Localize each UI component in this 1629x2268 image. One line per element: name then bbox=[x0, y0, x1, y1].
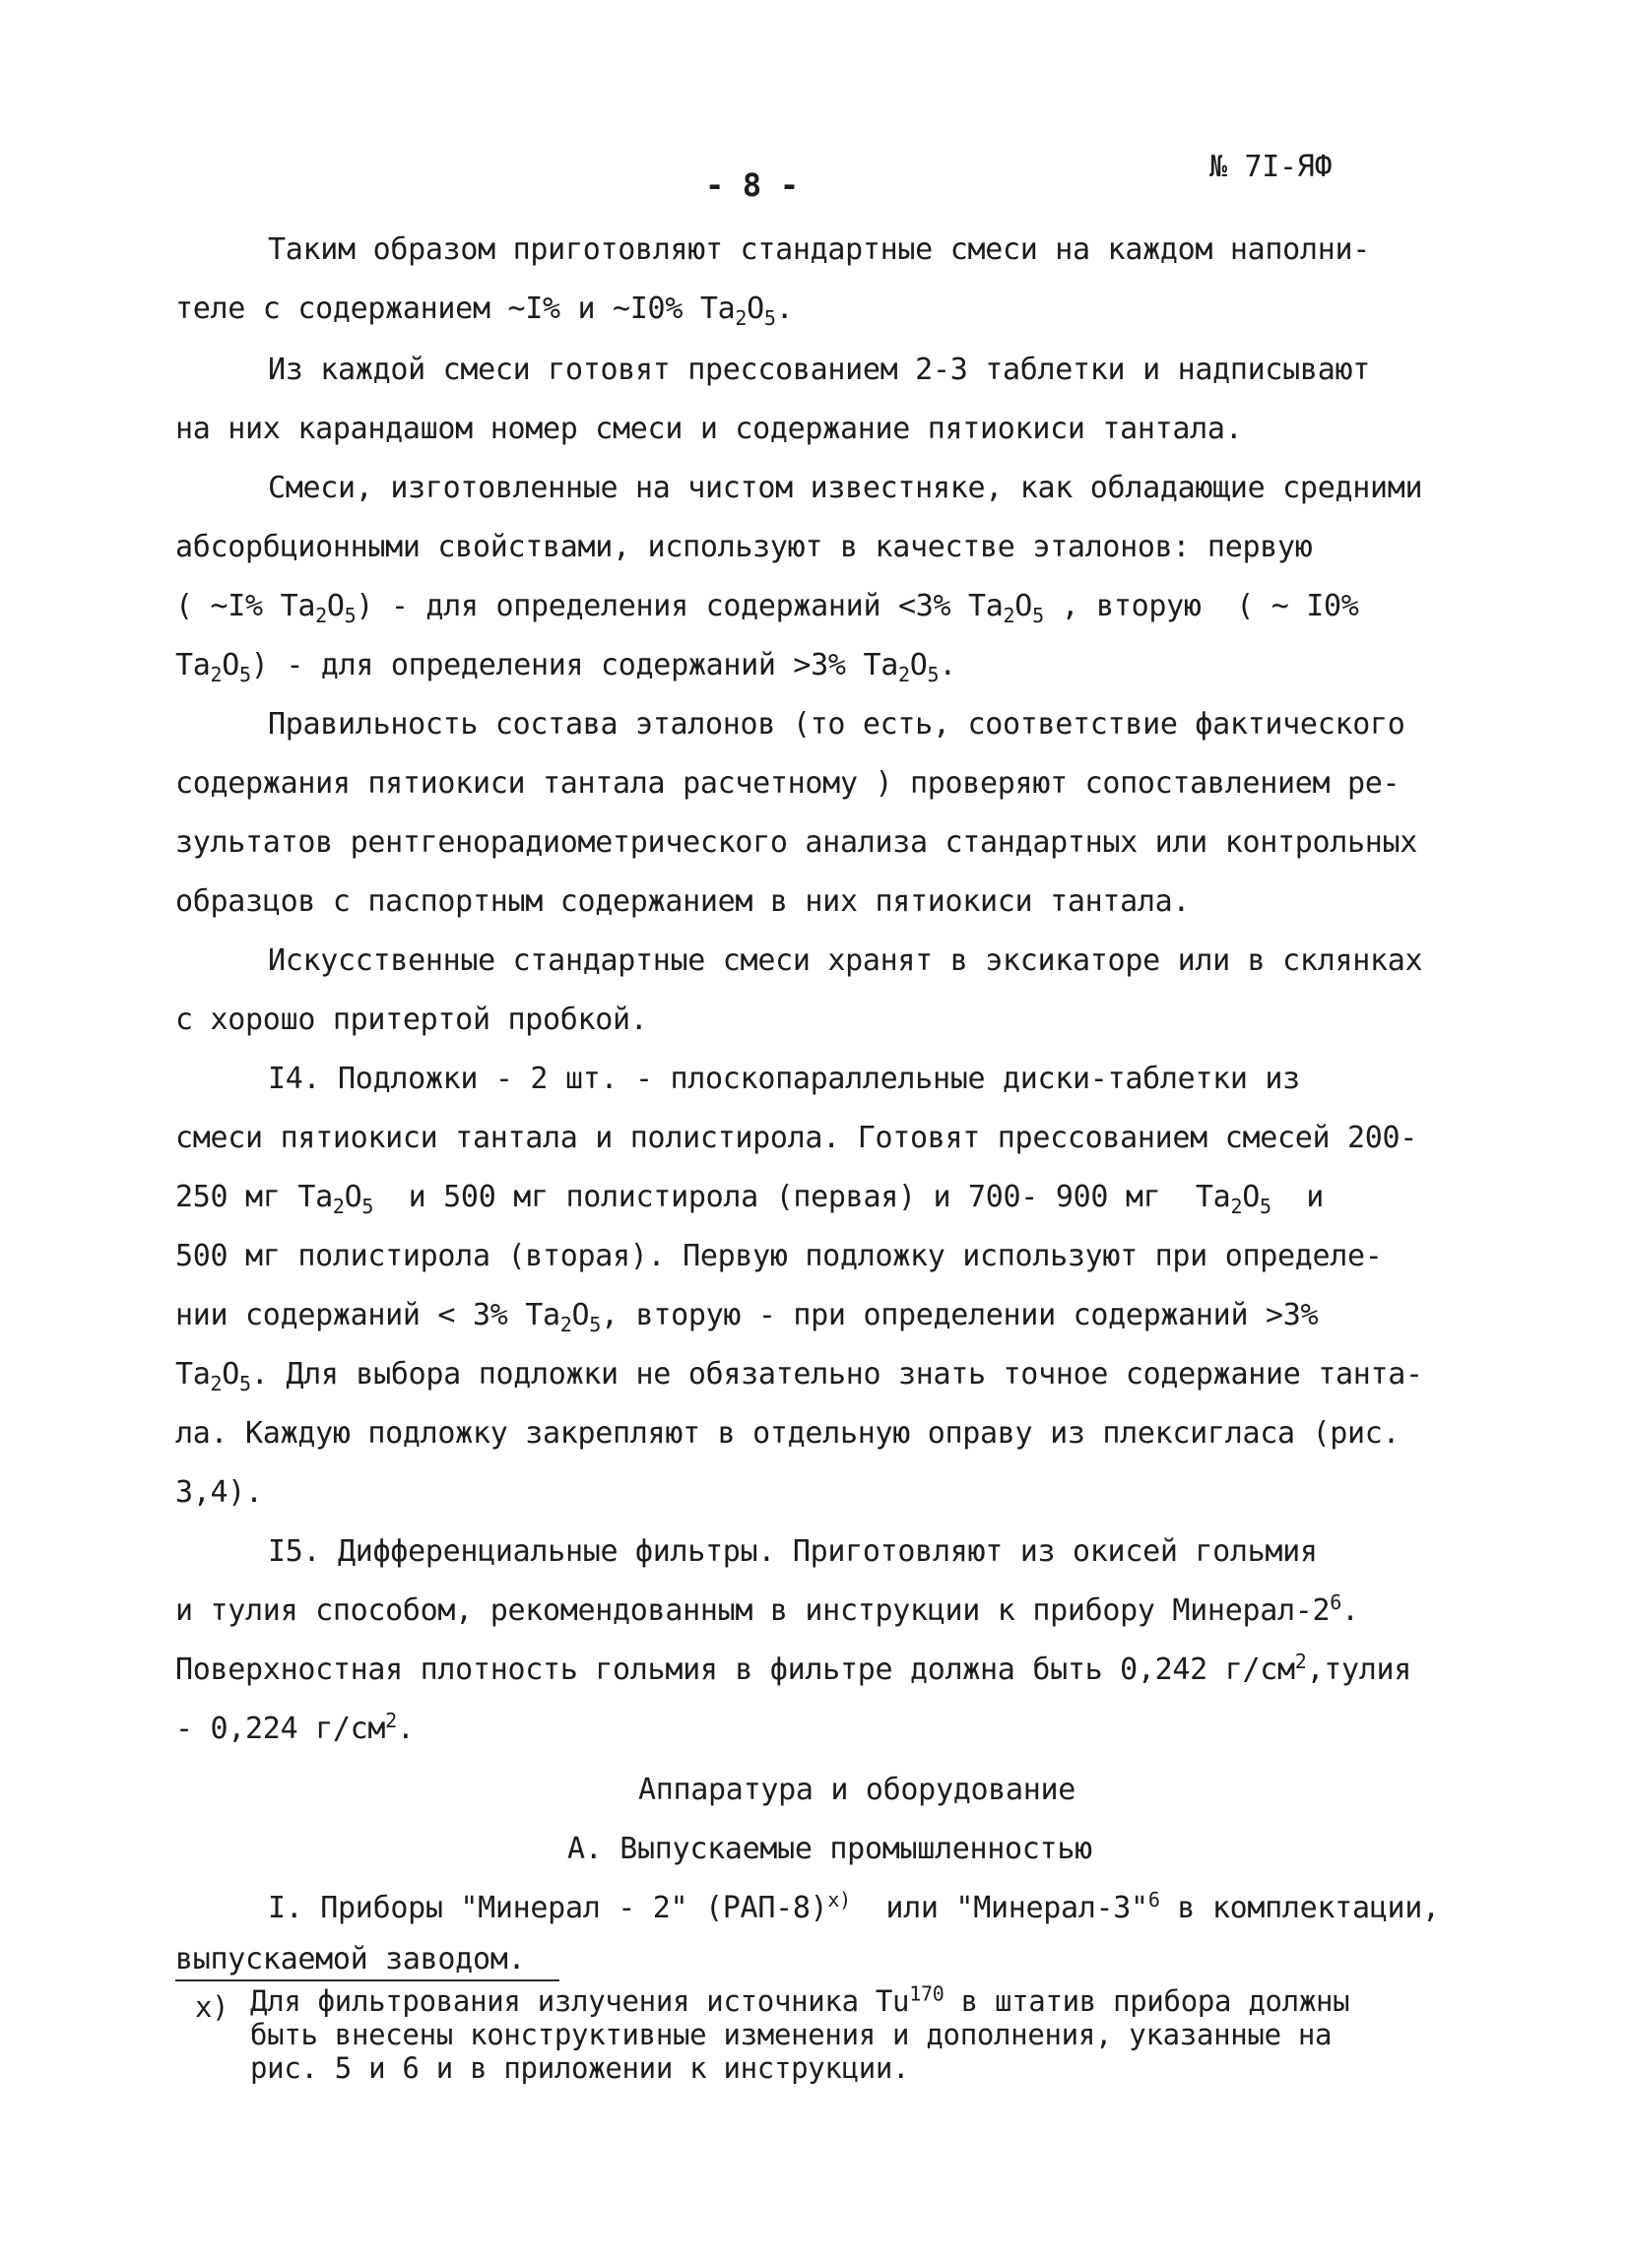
paragraph-line: 250 мг $Ta_2O_5$ и 500 мг полистирола (первая) и 700- 900 мг $Ta_2O_5$ и bbox=[175, 1180, 1325, 1218]
paragraph-line: I. Приборы "Минерал - 2" $(РАП-8)^{x)}$ или "Минерал-3"$^6$ в комплектации, bbox=[268, 1888, 1440, 1925]
footnote-marker: x) bbox=[195, 1990, 229, 2024]
paragraph-line: Правильность состава эталонов (то есть, соответствие фактического bbox=[268, 707, 1405, 742]
paragraph-line: Поверхностная плотность гольмия в фильтре должна быть 0,242 $г/см^2,тулия$ bbox=[175, 1650, 1412, 1687]
paragraph-line: с хорошо притертой пробкой. bbox=[175, 1003, 648, 1037]
page-number: - 8 - bbox=[705, 166, 799, 204]
paragraph-line: $Ta_2O_5$. Для выбора подложки не обязательно знать точное содержание танта- bbox=[175, 1357, 1423, 1395]
footnote-line: Для фильтрования излучения источника Tu$^{170}$ в штатив прибора должны bbox=[250, 1981, 1350, 2018]
paragraph-line: смеси пятиокиси тантала и полистирола. Готовят прессованием смесей 200- bbox=[175, 1121, 1418, 1155]
paragraph-line: ла. Каждую подложку закрепляют в отдельную оправу из плексигласа (рис. bbox=[175, 1416, 1401, 1451]
paragraph-line: I4. Подложки - 2 шт. - плоскопараллельные диски-таблетки из bbox=[268, 1062, 1300, 1096]
paragraph-line: - 0,224 $г/см^2$. bbox=[175, 1709, 415, 1746]
paragraph-line: Таким образом приготовляют стандартные смеси на каждом наполни- bbox=[268, 232, 1370, 267]
paragraph-line: зультатов рентгенорадиометрического анализа стандартных или контрольных bbox=[175, 825, 1418, 860]
footnote-separator bbox=[175, 1979, 559, 1981]
paragraph-line: 3,4). bbox=[175, 1475, 263, 1510]
paragraph-line: Из каждой смеси готовят прессованием 2-3 таблетки и надписывают bbox=[268, 353, 1370, 387]
paragraph-line: абсорбционными свойствами, используют в качестве эталонов: первую bbox=[175, 530, 1313, 564]
paragraph-line: теле с содержанием ~I% и ~I0% $Ta_2O_5$. bbox=[175, 292, 794, 330]
paragraph-line: $Ta_2O_5$) - для определения содержаний >3% $Ta_2O_5$. bbox=[175, 648, 957, 686]
document-number: № 7I-ЯФ bbox=[1209, 150, 1333, 184]
paragraph-line: образцов с паспортным содержанием в них пятиокиси тантала. bbox=[175, 884, 1191, 919]
paragraph-line: ( ~I% $Ta_2O_5$) - для определения содержаний <3% $Ta_2O_5$ , вторую ( ~ I0% bbox=[175, 589, 1359, 627]
paragraph-line: нии содержаний < 3% $Ta_2O_5$, вторую - при определении содержаний >3% bbox=[175, 1298, 1319, 1336]
paragraph-line: на них карандашом номер смеси и содержание пятиокиси тантала. bbox=[175, 412, 1243, 446]
paragraph-line: 500 мг полистирола (вторая). Первую подложку используют при определе- bbox=[175, 1239, 1383, 1273]
paragraph-line: выпускаемой заводом. bbox=[175, 1942, 526, 1976]
section-title: Аппаратура и оборудование bbox=[638, 1773, 1076, 1807]
paragraph-line: содержания пятиокиси тантала расчетному ) проверяют сопоставлением ре- bbox=[175, 766, 1401, 801]
paragraph-line: I5. Дифференциальные фильтры. Приготовляют из окисей гольмия bbox=[268, 1534, 1318, 1569]
paragraph-line: и тулия способом, рекомендованным в инструкции к прибору Минерал-$2^6$. bbox=[175, 1590, 1359, 1628]
subsection-title: А. Выпускаемые промышленностью bbox=[567, 1832, 1092, 1866]
paragraph-line: Искусственные стандартные смеси хранят в эксикаторе или в склянках bbox=[268, 943, 1423, 978]
footnote-line: быть внесены конструктивные изменения и дополнения, указанные на bbox=[250, 2018, 1333, 2051]
paragraph-line: Смеси, изготовленные на чистом известняке, как обладающие средними bbox=[268, 471, 1423, 505]
footnote-line: рис. 5 и 6 и в приложении к инструкции. bbox=[250, 2051, 910, 2085]
